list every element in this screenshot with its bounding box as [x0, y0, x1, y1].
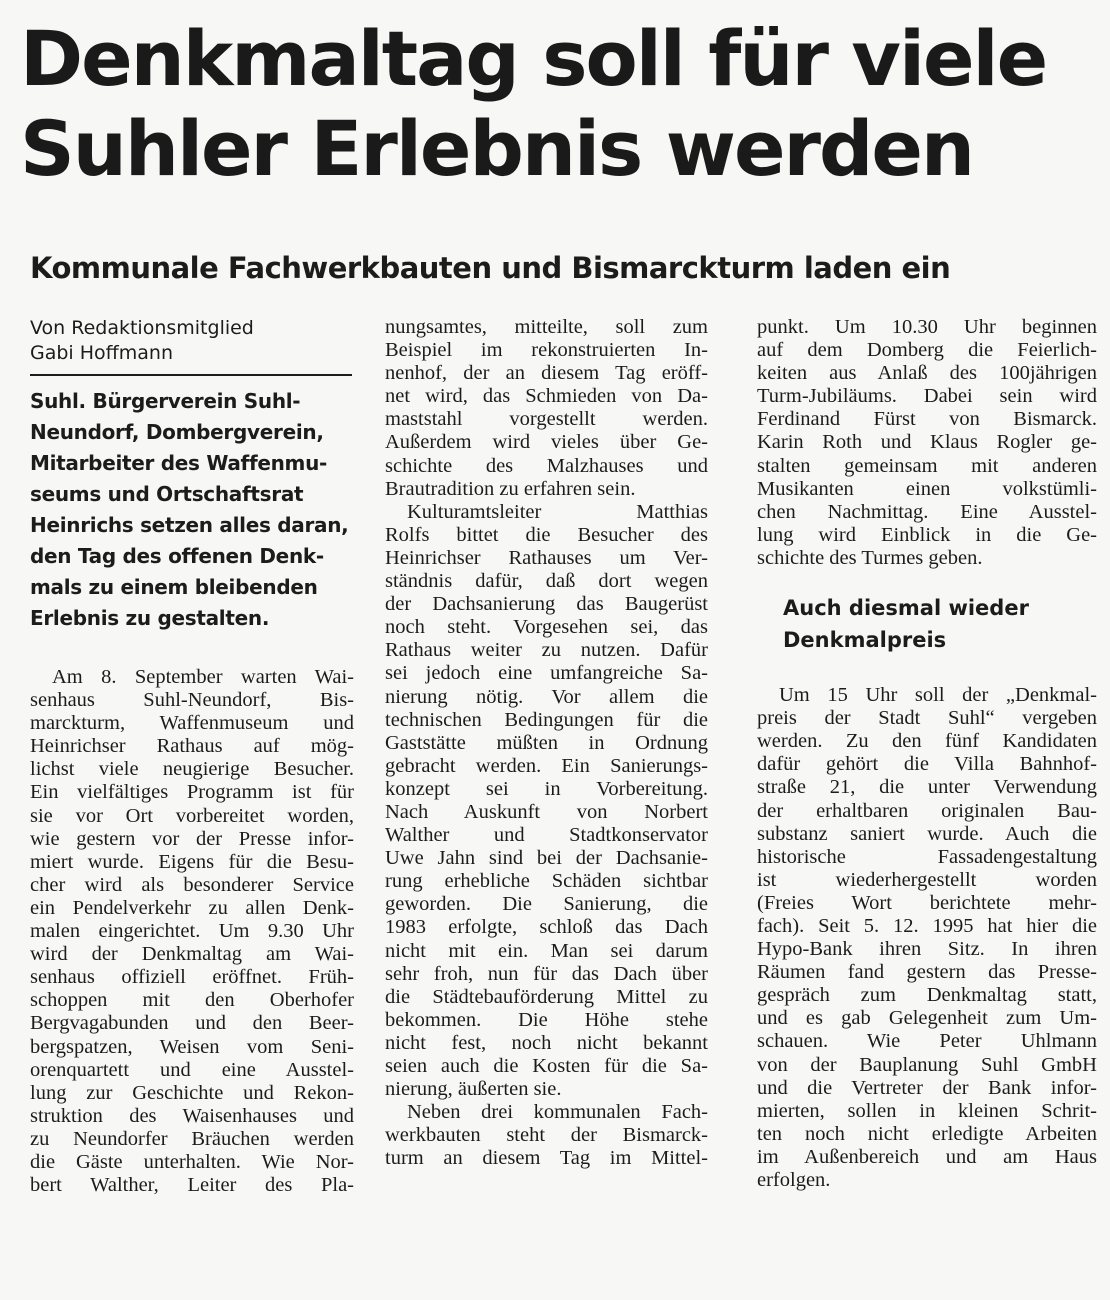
- text-line: schoppen mit den Oberhofer: [30, 989, 354, 1012]
- text-line: stalten gemeinsam mit anderen: [757, 454, 1097, 477]
- text-line: die Städtebauförderung Mittel zu: [385, 985, 708, 1008]
- text-line: substanz saniert wurde. Auch die: [757, 822, 1097, 845]
- text-line: Rathaus weiter zu nutzen. Dafür: [385, 639, 708, 662]
- column-1-body: [30, 666, 354, 1197]
- lead-line: seums und Ortschaftsrat: [30, 482, 304, 506]
- column-3-body-top: [757, 316, 1097, 570]
- text-line: historische Fassadengestaltung: [757, 845, 1097, 868]
- lead-paragraph: [30, 386, 354, 634]
- text-line: der Dachsanierung das Baugerüst: [385, 593, 708, 616]
- text-line: sehr froh, nun für das Dach über: [385, 962, 708, 985]
- lead-line: Suhl. Bürgerverein Suhl-: [30, 389, 301, 413]
- text-line: ten noch nicht erledigte Arbeiten: [757, 1122, 1097, 1145]
- byline-divider: [30, 374, 352, 376]
- subheadline: Kommunale Fachwerkbauten und Bismarckturm laden ein: [30, 251, 951, 285]
- text-line: Heinrichser Rathauses um Ver-: [385, 546, 708, 569]
- text-line: chen Nachmittag. Eine Ausstel-: [757, 500, 1097, 523]
- text-line: Hypo-Bank ihren Sitz. In ihren: [757, 938, 1097, 961]
- text-line: ein Pendelverkehr zu allen Denk-: [30, 896, 354, 919]
- text-line: ist wiederhergestellt worden: [757, 868, 1097, 891]
- text-line: senhaus Suhl-Neundorf, Bis-: [30, 689, 354, 712]
- text-line: Ein vielfältiges Programm ist für: [30, 781, 354, 804]
- headline-line: Suhler Erlebnis werden: [20, 104, 974, 193]
- article-column-2: [385, 316, 708, 1170]
- text-line: (Freies Wort berichtete mehr-: [757, 891, 1097, 914]
- text-line: struktion des Waisenhauses und: [30, 1104, 354, 1127]
- text-line: Am 8. September warten Wai-: [52, 666, 354, 688]
- text-line: werkbauten steht der Bismarck-: [385, 1124, 708, 1147]
- text-line: wird der Denkmaltag am Wai-: [30, 943, 354, 966]
- text-line: nicht mit ein. Man sei darum: [385, 939, 708, 962]
- text-line: zu Neundorfer Bräuchen werden: [30, 1127, 354, 1150]
- text-line: dafür gehört die Villa Bahnhof-: [757, 753, 1097, 776]
- text-line: seien auch die Kosten für die Sa-: [385, 1055, 708, 1077]
- text-line: lichst viele neugierige Besucher.: [30, 758, 354, 781]
- text-line: ständnis dafür, daß dort wegen: [385, 570, 708, 593]
- text-line: wie gestern vor der Presse infor-: [30, 827, 354, 850]
- text-line: rung erhebliche Schäden sichtbar: [385, 870, 708, 893]
- text-line: sie vor Ort vorbereitet worden,: [30, 804, 354, 827]
- article-column-1: [30, 316, 354, 1197]
- text-line: Brautradition zu erfahren sein.: [385, 477, 636, 500]
- text-line: maststahl vorgestellt werden.: [385, 408, 708, 431]
- text-line: Bergvagabunden und den Beer-: [30, 1012, 354, 1035]
- text-line: Heinrichser Rathaus auf mög-: [30, 735, 354, 758]
- text-line: von der Bauplanung Suhl GmbH: [757, 1053, 1097, 1076]
- text-line: nungsamtes, mitteilte, soll zum: [385, 316, 708, 338]
- text-line: fach). Seit 5. 12. 1995 hat hier die: [757, 914, 1097, 937]
- crosshead-line: Auch diesmal wieder: [783, 596, 1029, 621]
- lead-line: Mitarbeiter des Waffenmu-: [30, 451, 328, 475]
- text-line: miert wurde. Eigens für die Besu-: [30, 850, 354, 873]
- text-line: Kulturamtsleiter Matthias: [407, 500, 708, 523]
- text-line: punkt. Um 10.30 Uhr beginnen: [757, 316, 1097, 338]
- text-line: turm an diesem Tag im Mittel-: [385, 1147, 708, 1170]
- section-subheading: [757, 592, 1097, 656]
- text-line: lung zur Geschichte und Rekon-: [30, 1081, 354, 1104]
- headline-line: Denkmaltag soll für viele: [20, 14, 1047, 103]
- text-line: bert Walther, Leiter des Pla-: [30, 1174, 354, 1197]
- text-line: bekommen. Die Höhe stehe: [385, 1008, 708, 1031]
- lead-line: Heinrichs setzen alles daran,: [30, 513, 349, 537]
- text-line: cher wird als besonderer Service: [30, 873, 354, 896]
- text-line: malen eingerichtet. Um 9.30 Uhr: [30, 920, 354, 943]
- text-line: straße 21, die unter Verwendung: [757, 776, 1097, 799]
- article-column-3: [757, 316, 1097, 1192]
- text-line: 1983 erfolgte, schloß das Dach: [385, 916, 708, 939]
- text-line: bergspatzen, Weisen vom Seni-: [30, 1035, 354, 1058]
- text-line: und es gab Gelegenheit zum Um-: [757, 1007, 1097, 1030]
- text-line: Walther und Stadtkonservator: [385, 824, 708, 847]
- text-line: Nach Auskunft von Norbert: [385, 800, 708, 823]
- byline-author: Gabi Hoffmann: [30, 342, 173, 364]
- text-line: nenhof, der an diesem Tag eröff-: [385, 362, 708, 385]
- text-line: sei jedoch eine umfangreiche Sa-: [385, 662, 708, 685]
- text-line: Musikanten einen volkstümli-: [757, 477, 1097, 500]
- headline: [20, 14, 1100, 194]
- text-line: Gaststätte müßten in Ordnung: [385, 731, 708, 754]
- text-line: net wird, das Schmieden von Da-: [385, 385, 708, 408]
- column-2-body: [385, 316, 708, 1170]
- text-line: werden. Zu den fünf Kandidaten: [757, 730, 1097, 753]
- text-line: marckturm, Waffenmuseum und: [30, 712, 354, 735]
- text-line: keiten aus Anlaß des 100jährigen: [757, 362, 1097, 385]
- text-line: auf dem Domberg die Feierlich-: [757, 339, 1097, 362]
- text-line: Um 15 Uhr soll der „Denkmal-: [779, 684, 1097, 707]
- text-line: Beispiel im rekonstruierten In-: [385, 339, 708, 362]
- text-line: preis der Stadt Suhl“ vergeben: [757, 707, 1097, 730]
- text-line: Außerdem wird vieles über Ge-: [385, 431, 708, 454]
- text-line: mierten, sollen in kleinen Schrit-: [757, 1099, 1097, 1122]
- text-line: schichte des Malzhauses und: [385, 454, 708, 477]
- text-line: noch steht. Vorgesehen sei, das: [385, 616, 708, 639]
- text-line: gespräch zum Denkmaltag statt,: [757, 984, 1097, 1007]
- text-line: die Gäste unterhalten. Wie Nor-: [30, 1150, 354, 1173]
- crosshead-line: Denkmalpreis: [783, 628, 947, 653]
- text-line: nicht fest, noch nicht bekannt: [385, 1031, 708, 1054]
- lead-line: Erlebnis zu gestalten.: [30, 606, 270, 630]
- text-line: Karin Roth und Klaus Rogler ge-: [757, 431, 1097, 454]
- byline: [30, 316, 354, 366]
- text-line: orenquartett und eine Ausstel-: [30, 1058, 354, 1081]
- text-line: konzept sei in Vorbereitung.: [385, 777, 708, 800]
- text-line: gebracht werden. Ein Sanierungs-: [385, 754, 708, 777]
- text-line: Uwe Jahn sind bei der Dachsanie-: [385, 847, 708, 870]
- text-line: und die Vertreter der Bank infor-: [757, 1076, 1097, 1099]
- text-line: Neben drei kommunalen Fach-: [407, 1101, 708, 1124]
- text-line: senhaus offiziell eröffnet. Früh-: [30, 966, 354, 989]
- byline-line: Von Redaktionsmitglied: [30, 317, 254, 339]
- text-line: Rolfs bittet die Besucher des: [385, 523, 708, 546]
- text-line: schichte des Turmes geben.: [757, 546, 983, 569]
- lead-line: den Tag des offenen Denk-: [30, 544, 324, 568]
- lead-line: Neundorf, Dombergverein,: [30, 420, 324, 444]
- text-line: nierung, äußerten sie.: [385, 1078, 562, 1101]
- text-line: Räumen fand gestern das Presse-: [757, 961, 1097, 984]
- text-line: erfolgen.: [757, 1169, 831, 1191]
- column-3-body-bottom: [757, 684, 1097, 1192]
- text-line: geworden. Die Sanierung, die: [385, 893, 708, 916]
- text-line: nierung nötig. Vor allem die: [385, 685, 708, 708]
- text-line: schauen. Wie Peter Uhlmann: [757, 1030, 1097, 1053]
- text-line: der erhaltbaren originalen Bau-: [757, 799, 1097, 822]
- text-line: im Außenbereich und am Haus: [757, 1145, 1097, 1168]
- text-line: Ferdinand Fürst von Bismarck.: [757, 408, 1097, 431]
- text-line: lung wird Einblick in die Ge-: [757, 523, 1097, 546]
- text-line: technischen Bedingungen für die: [385, 708, 708, 731]
- lead-line: mals zu einem bleibenden: [30, 575, 318, 599]
- text-line: Turm-Jubiläums. Dabei sein wird: [757, 385, 1097, 408]
